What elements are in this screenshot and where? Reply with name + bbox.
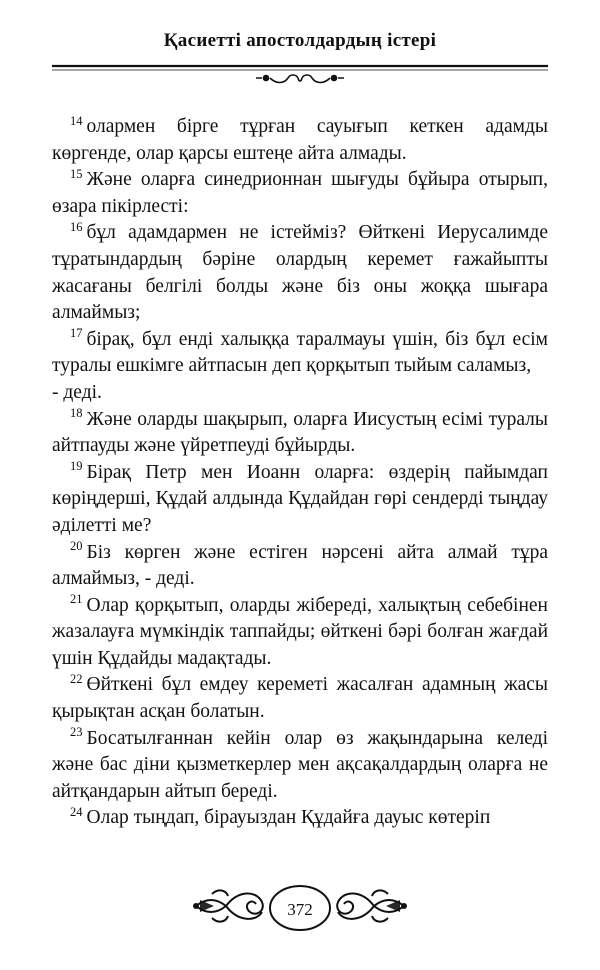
verse-24 bbox=[52, 805, 548, 832]
verse-text: Олар тыңдап, бірауыздан Құдайға дауыс көтеріп bbox=[86, 807, 491, 829]
verse-17 bbox=[52, 327, 548, 380]
page-number: 372 bbox=[287, 900, 313, 919]
verse-number: 16 bbox=[70, 219, 83, 234]
verse-number: 20 bbox=[70, 539, 83, 553]
verse-text: Өйткені бұл емдеу кереметі жасалған адамның жасы қырықтан асқан болатын. bbox=[52, 674, 548, 723]
verse-number: 23 bbox=[70, 725, 83, 740]
verse-number: 24 bbox=[70, 804, 83, 819]
verse-number: 21 bbox=[70, 592, 83, 607]
header-ornament-divider bbox=[0, 62, 600, 92]
page-footer bbox=[0, 872, 600, 942]
header-flourish-icon bbox=[256, 75, 344, 83]
verse-text: бұл адамдармен не істейміз? Өйткені Иерусалимде тұратындардың бәріне олардың керемет ғажайыпты жасағаны белгілі болды және біз оны жоққа шығара алмаймыз; bbox=[52, 222, 548, 324]
verse-17-continuation bbox=[52, 380, 548, 407]
verse-23 bbox=[52, 726, 548, 806]
verse-number: 18 bbox=[70, 406, 83, 421]
verse-number: 14 bbox=[70, 113, 83, 128]
verse-text: Және оларды шақырып, оларға Иисустың есімі туралы айтпауды және үйретпеуді бұйырды. bbox=[52, 408, 548, 457]
verse-text: Біз көрген және естіген нәрсені айта алмай тұра алмаймыз, - деді. bbox=[52, 541, 548, 590]
verse-text: олармен бірге тұрған сауығып кеткен адамды көргенде, олар қарсы ештеңе айта алмады. bbox=[52, 116, 548, 164]
verse-text: - деді. bbox=[52, 381, 102, 403]
verse-text: Және оларға синедрионнан шығуды бұйыра отырып, өзара пікірлесті: bbox=[52, 169, 548, 217]
verse-16 bbox=[52, 220, 548, 326]
verse-text: Босатылғаннан кейін олар өз жақындарына келеді және бас діни қызметкерлер мен ақсақалдардың оларға не айтқандарын айтып береді. bbox=[52, 727, 548, 802]
verse-number: 15 bbox=[70, 166, 83, 181]
verse-21 bbox=[52, 593, 548, 673]
verse-number: 19 bbox=[70, 459, 83, 474]
verse-15 bbox=[52, 167, 548, 220]
verse-text: Олар қорқытып, оларды жібереді, халықтың себебінен жазалауға мүмкіндік таппайды; өйткені бәрі болған жағдай үшін Құдайды мадақтады. bbox=[52, 594, 548, 669]
running-header: Қасиетті апостолдардың істері bbox=[163, 30, 437, 51]
verse-text: Бірақ Петр мен Иоанн оларға: өздерің пайымдап көріңдерші, Құдай алдында Құдайдан гөрі сендерді тыңдау әділетті ме? bbox=[52, 461, 548, 536]
verse-number: 17 bbox=[70, 326, 83, 341]
verse-number: 22 bbox=[70, 671, 83, 686]
verse-text-block bbox=[52, 114, 548, 832]
verse-18 bbox=[52, 407, 548, 460]
verse-19 bbox=[52, 460, 548, 540]
verse-20 bbox=[52, 540, 548, 593]
verse-14 bbox=[52, 114, 548, 167]
verse-22 bbox=[52, 672, 548, 725]
verse-text: бірақ, бұл енді халыққа таралмауы үшін, біз бұл есім туралы ешкімге айтпасын деп қорқытып тыйым саламыз, bbox=[52, 328, 548, 377]
